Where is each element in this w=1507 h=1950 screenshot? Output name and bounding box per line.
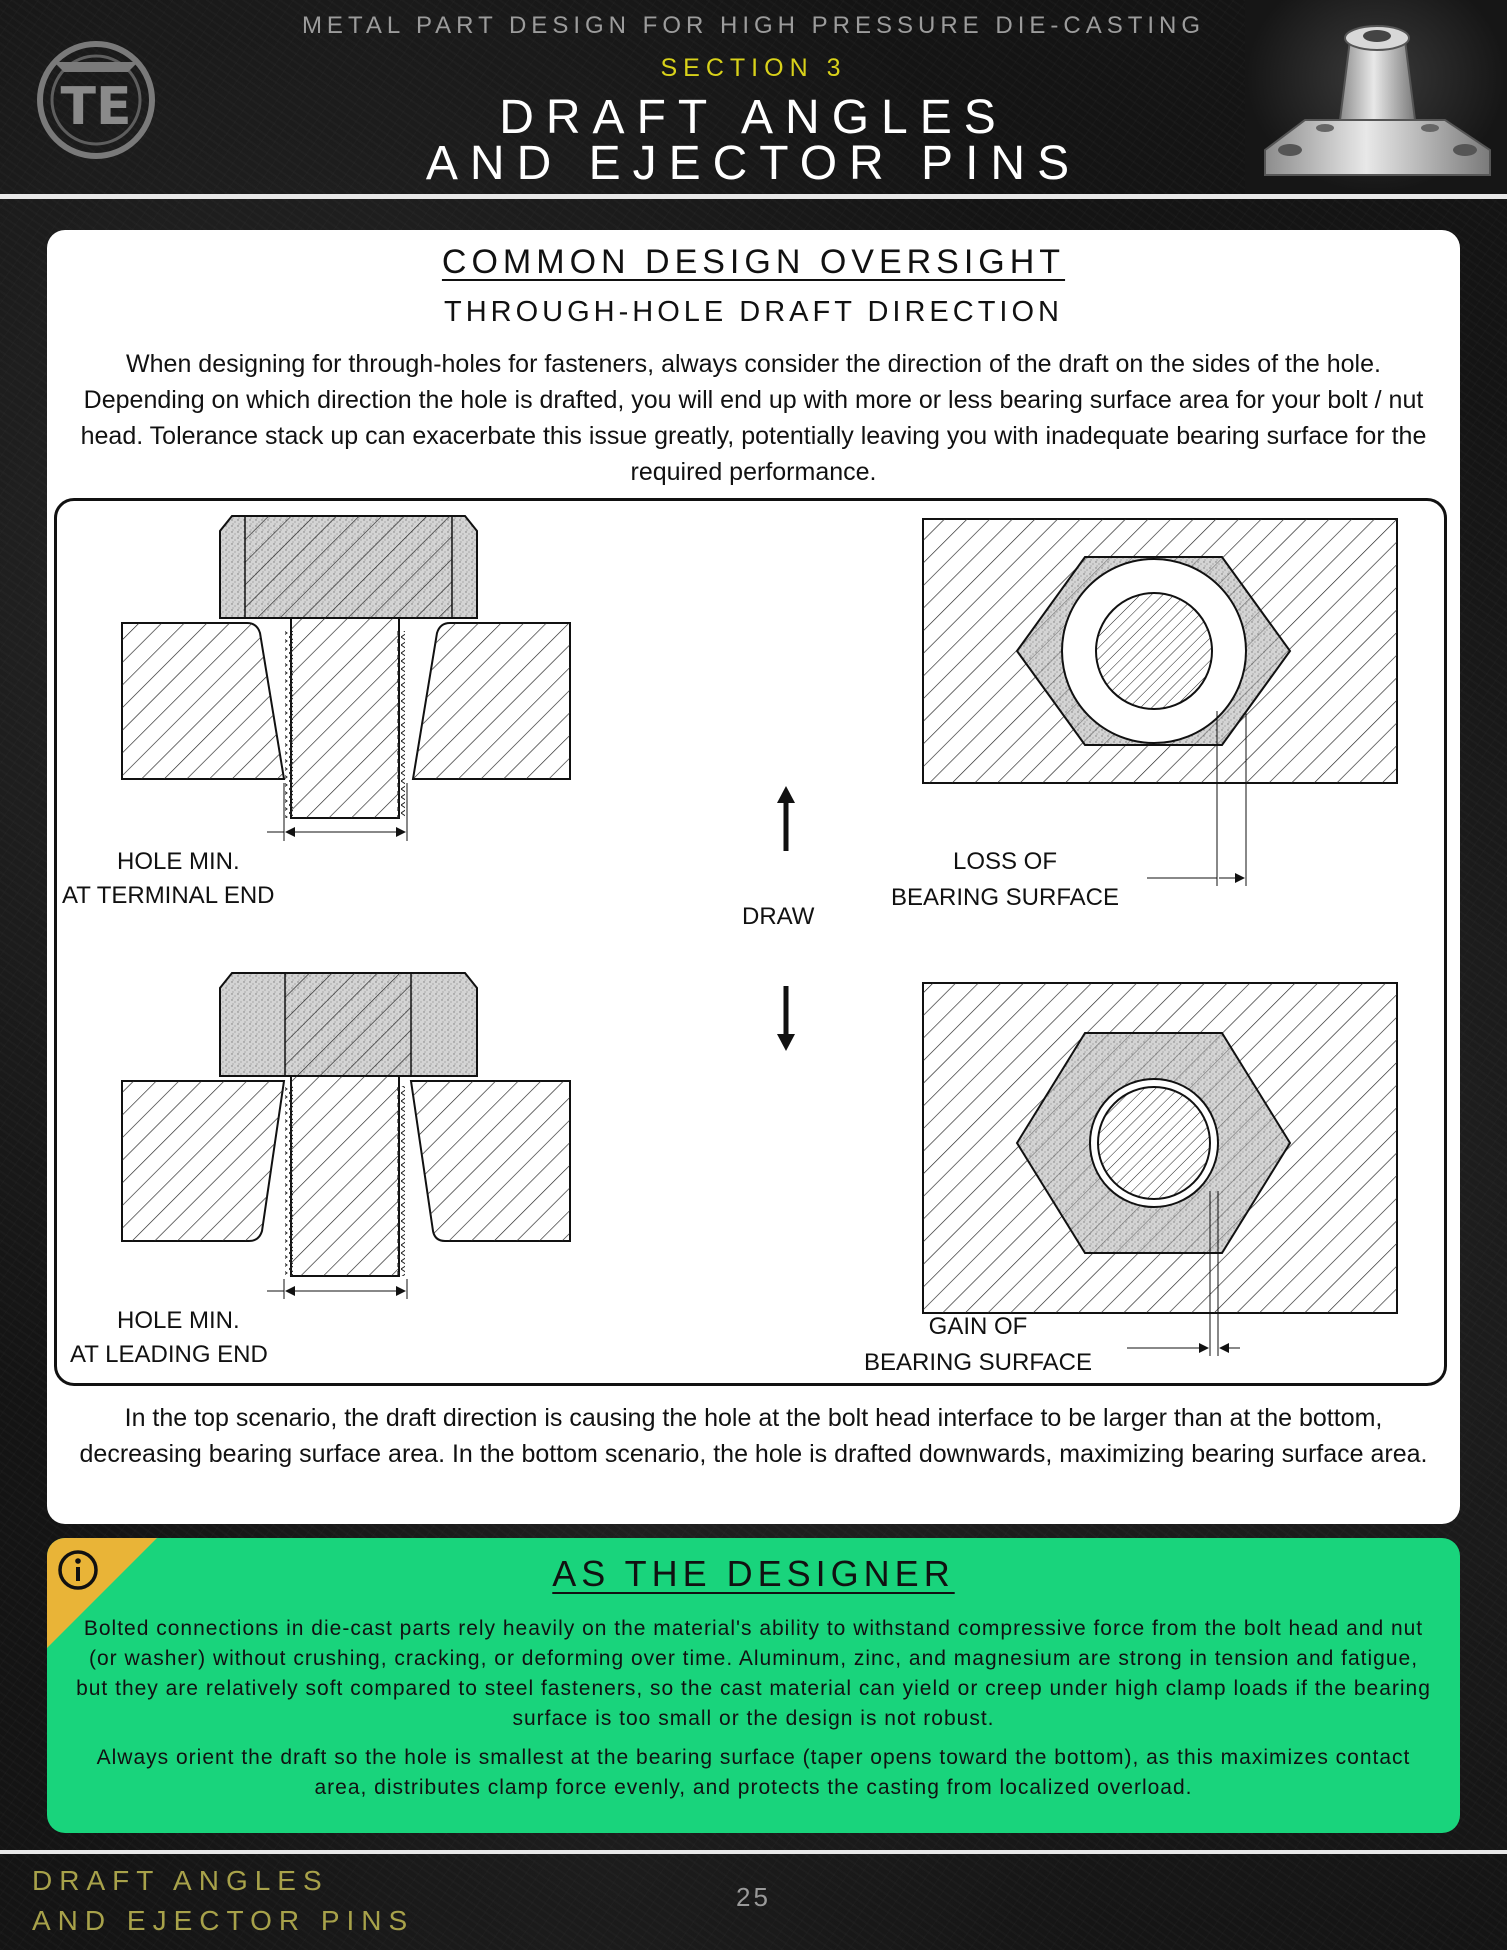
svg-text:TE: TE xyxy=(60,77,132,137)
page-title-line-2: AND EJECTOR PINS xyxy=(425,137,1082,190)
designer-heading: AS THE DESIGNER xyxy=(552,1553,955,1594)
label-hole-min-leading: HOLE MIN. xyxy=(117,1307,240,1334)
design-oversight-card xyxy=(47,230,1460,1524)
footer-divider xyxy=(0,1850,1507,1854)
page-number: 25 xyxy=(736,1882,771,1912)
die-cast-part-photo xyxy=(1245,0,1507,194)
draft-direction-diagram xyxy=(54,498,1447,1386)
label-hole-min-terminal: HOLE MIN. xyxy=(117,848,240,875)
document-title: METAL PART DESIGN FOR HIGH PRESSURE DIE-CASTING xyxy=(301,12,1206,39)
label-gain-of-bearing: GAIN OF BEARING SURFACE xyxy=(863,1313,1093,1376)
designer-paragraph-1: Bolted connections in die-cast parts rely heavily on the material's ability to withstand compressive force from the bolt head and nut (or washer) without crushing, cracking, or deforming over time. Aluminum, zinc, and magnesium are strong in tension and fatigue, but they are relatively soft compared to steel fasteners, so the cast material can yield or creep under high clamp loads if the bearing surface is too small or the design is not robust. xyxy=(76,1617,1431,1730)
bolt-section-top xyxy=(122,516,570,841)
top-view-gain xyxy=(923,983,1397,1356)
page-header xyxy=(0,0,1507,194)
header-divider xyxy=(0,194,1507,199)
top-view-loss xyxy=(923,519,1397,886)
section-label: SECTION 3 xyxy=(660,54,847,82)
footer-title-line-2: AND EJECTOR PINS xyxy=(32,1905,415,1936)
page-title-line-1: DRAFT ANGLES xyxy=(499,91,1008,144)
label-draw: DRAW xyxy=(742,903,815,930)
label-leading-end: AT LEADING END xyxy=(70,1341,268,1368)
designer-paragraph-2: Always orient the draft so the hole is smallest at the bearing surface (taper opens toward the bottom), as this maximizes contact area, distributes clamp force evenly, and protects the casting from localized overload. xyxy=(96,1746,1411,1799)
bolt-section-bottom xyxy=(122,973,570,1299)
footer-title-line-1: DRAFT ANGLES xyxy=(32,1865,329,1896)
card-intro-text: When designing for through-holes for fasteners, always consider the direction of the draft on the sides of the hole. Depending on which direction the hole is drafted, you will end up with more or less bearing surface area for your bolt / nut head. Tolerance stack up can exacerbate this issue greatly, potentially leaving you with inadequate bearing surface for the required performance. xyxy=(80,350,1427,486)
card-subheading: THROUGH-HOLE DRAFT DIRECTION xyxy=(444,296,1063,328)
designer-callout xyxy=(47,1538,1460,1833)
card-conclusion-text: In the top scenario, the draft direction is causing the hole at the bolt head interface to be larger than at the bottom, decreasing bearing surface area. In the bottom scenario, the hole is drafted downwards, maximizing bearing surface area. xyxy=(79,1404,1428,1468)
label-terminal-end: AT TERMINAL END xyxy=(62,882,275,909)
label-loss-of-bearing: LOSS OF BEARING SURFACE xyxy=(890,848,1120,911)
diagram-drawing xyxy=(57,501,1447,1386)
card-heading: COMMON DESIGN OVERSIGHT xyxy=(441,243,1066,281)
